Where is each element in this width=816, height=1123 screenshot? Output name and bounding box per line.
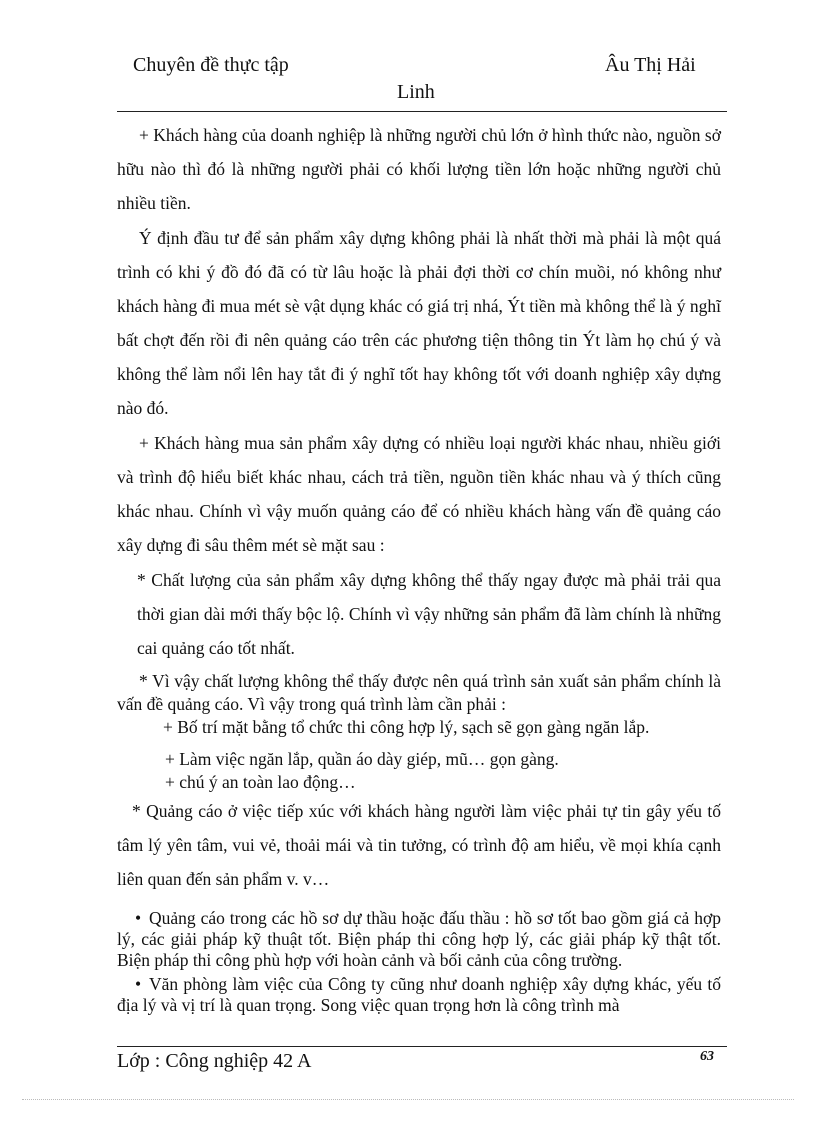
bullet-icon: • (135, 908, 142, 928)
bullet-item-tender-documents (117, 908, 721, 971)
bullet-text: Văn phòng làm việc của Công ty cũng như doanh nghiệp xây dựng khác, yếu tố địa lý và vị trí là quan trọng. Song việc quan trọng hơn là công trình mà (117, 974, 721, 1015)
list-item-site-layout: + Bố trí mặt bằng tổ chức thi công hợp lý, sạch sẽ gọn gàng ngăn lắp. (163, 717, 650, 737)
bullet-item-office (117, 974, 721, 1016)
footer-class-label: Lớp : Công nghiệp 42 A (117, 1050, 312, 1072)
page-number: 63 (700, 1049, 714, 1064)
list-item-work-attire: + Làm việc ngăn lắp, quần áo dày giép, mũ… gọn gàng. (165, 749, 559, 769)
header-author-continued: Linh (397, 81, 435, 103)
document-body (117, 118, 721, 1016)
list-item-safety: + chú ý an toàn lao động… (165, 772, 356, 792)
header-author: Âu Thị Hải (605, 54, 696, 76)
bullet-icon: • (135, 974, 142, 994)
paragraph-quality: * Chất lượng của sản phẩm xây dựng không thể thấy ngay được mà phải trải qua thời gian dài mới thấy bộc lộ. Chính vì vậy những sản phẩm đã làm chính là những cai quảng cáo tốt nhất. (137, 570, 721, 658)
header-rule (117, 111, 727, 112)
bullet-text: Quảng cáo trong các hồ sơ dự thầu hoặc đấu thầu : hồ sơ tốt bao gồm giá cả hợp lý, các giải pháp kỹ thuật tốt. Biện pháp thi công hợp lý, các giải pháp kỹ thật tốt. Biện pháp thi công phù hợp với hoàn cảnh và bối cảnh của công trường. (117, 908, 721, 970)
header-title: Chuyên đề thực tập (133, 54, 289, 76)
paragraph-production-process: * Vì vậy chất lượng không thể thấy được nên quá trình sản xuất sản phẩm chính là vấn đề quảng cáo. Vì vậy trong quá trình làm cần phải : (117, 671, 721, 714)
page-boundary-line (22, 1099, 794, 1100)
paragraph-customers: + Khách hàng của doanh nghiệp là những người chủ lớn ở hình thức nào, nguồn sở hữu nào thì đó là những người phải có khối lượng tiền lớn hoặc những người chủ nhiều tiền. (117, 125, 721, 213)
paragraph-investment-intent: Ý định đầu tư để sản phẩm xây dựng không phải là nhất thời mà phải là một quá trình có khi ý đồ đó đã có từ lâu hoặc là phải đợi thời cơ chín muồi, nó không như khách hàng đi mua mét sè vật dụng khác có giá trị nhá, Ýt tiền mà không thể là ý nghĩ bất chợt đến rồi đi nên quảng cáo trên các phương tiện thông tin Ýt làm họ chú ý và không thể làm nổi lên hay tắt đi ý nghĩ tốt hay không tốt với doanh nghiệp xây dựng nào đó. (117, 228, 721, 418)
paragraph-customer-types: + Khách hàng mua sản phẩm xây dựng có nhiều loại người khác nhau, nhiều giới và trình độ hiểu biết khác nhau, cách trả tiền, nguồn tiền khác nhau và ý thích cũng khác nhau. Chính vì vậy muốn quảng cáo để có nhiều khách hàng vấn đề quảng cáo xây dựng đi sâu thêm mét sè mặt sau : (117, 433, 721, 555)
paragraph-customer-contact: * Quảng cáo ở việc tiếp xúc với khách hàng người làm việc phải tự tin gây yếu tố tâm lý yên tâm, vui vẻ, thoải mái và tin tưởng, có trình độ am hiểu, về mọi khía cạnh liên quan đến sản phẩm v. v… (117, 801, 721, 889)
footer-rule (117, 1046, 727, 1047)
